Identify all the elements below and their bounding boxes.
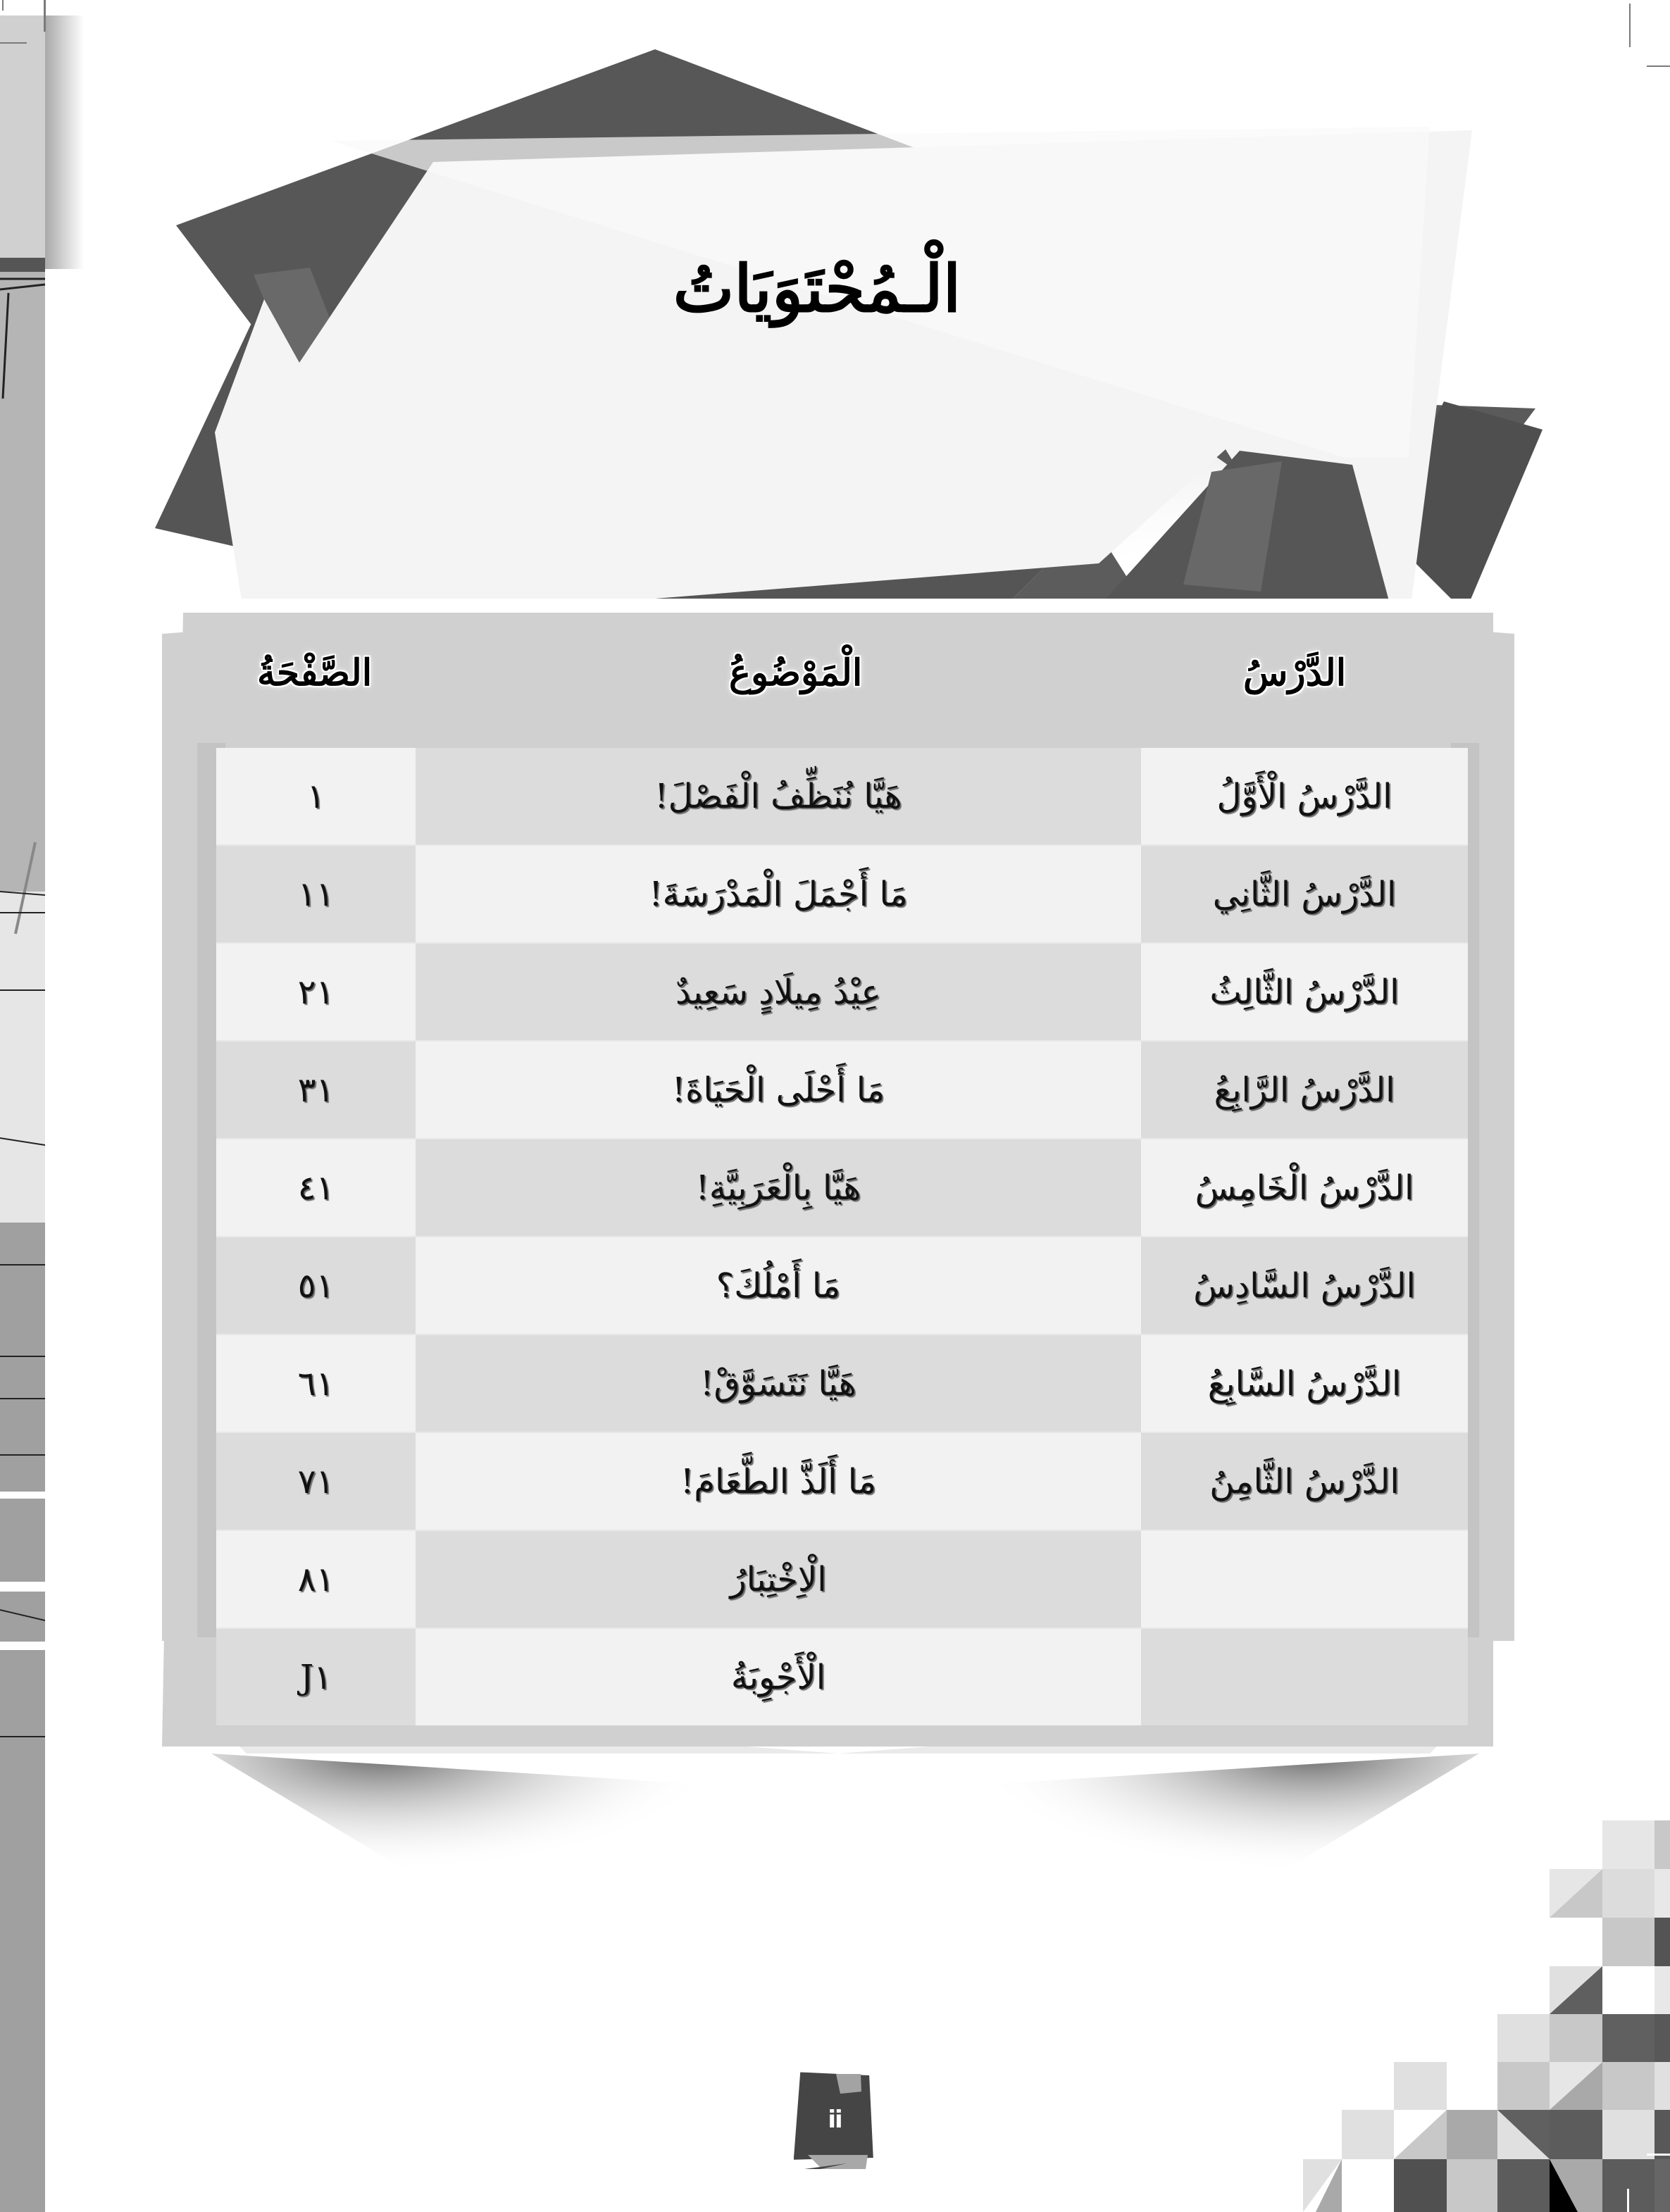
table-row[interactable] — [216, 748, 1468, 844]
table-bottom-shadow — [211, 1754, 1479, 1965]
table-row[interactable] — [216, 1334, 1468, 1432]
crop-mark — [0, 42, 27, 44]
crop-mark — [1629, 4, 1631, 47]
lesson-cell: الدَّرْسُ الثَّالِثُ — [1141, 944, 1468, 1040]
crop-mark — [2, 0, 4, 11]
left-page-shadow — [45, 15, 84, 269]
header-page: الصَّفْحَةُ — [257, 651, 373, 694]
crop-mark — [1647, 65, 1670, 67]
table-row[interactable] — [216, 1627, 1468, 1725]
page-number: ii — [828, 2106, 842, 2134]
decorative-mosaic — [1303, 1817, 1670, 2212]
lesson-cell — [1141, 1531, 1468, 1627]
table-row[interactable] — [216, 1040, 1468, 1138]
topic-cell: مَا أَحْلَى الْحَيَاةَ! — [416, 1042, 1141, 1138]
lesson-cell: الدَّرْسُ الثَّامِنُ — [1141, 1433, 1468, 1530]
page-cell: ٨١ — [216, 1531, 416, 1627]
page-cell: J١ — [216, 1629, 416, 1725]
page-cell: ٣١ — [216, 1042, 416, 1138]
page-cell: ٥١ — [216, 1237, 416, 1334]
lesson-cell: الدَّرْسُ الرَّابِعُ — [1141, 1042, 1468, 1138]
header-topic: الْمَوْضُوعُ — [729, 651, 863, 694]
page-title: الْـمُحْتَوَيَاتُ — [673, 251, 961, 327]
table-row[interactable] — [216, 1236, 1468, 1334]
lesson-cell: الدَّرْسُ السَّابِعُ — [1141, 1335, 1468, 1432]
page-cell: ٤١ — [216, 1139, 416, 1236]
topic-cell: هَيَّا نُنَظِّفُ الْفَصْلَ! — [416, 748, 1141, 844]
lesson-cell: الدَّرْسُ الْخَامِسُ — [1141, 1139, 1468, 1236]
topic-cell: الْاِخْتِبَارُ — [416, 1531, 1141, 1627]
topic-cell: عِيْدُ مِيلَادٍ سَعِيدٌ — [416, 944, 1141, 1040]
topic-cell: الْأَجْوِبَةُ — [416, 1629, 1141, 1725]
page-cell: ٦١ — [216, 1335, 416, 1432]
topic-cell: هَيَّا بِالْعَرَبِيَّةِ! — [416, 1139, 1141, 1236]
page-cell: ١١ — [216, 846, 416, 942]
lesson-cell: الدَّرْسُ السَّادِسُ — [1141, 1237, 1468, 1334]
table-row[interactable] — [216, 1138, 1468, 1236]
lesson-cell — [1141, 1629, 1468, 1725]
topic-cell: هَيَّا نَتَسَوَّقْ! — [416, 1335, 1141, 1432]
page-cell: ٢١ — [216, 944, 416, 1040]
lesson-cell: الدَّرْسُ الثَّانِي — [1141, 846, 1468, 942]
contents-table — [216, 748, 1468, 1725]
topic-cell: مَا أَمْلُكَ؟ — [416, 1237, 1141, 1334]
topic-cell: مَا أَلَذَّ الطَّعَامَ! — [416, 1433, 1141, 1530]
header-lesson: الدَّرْسُ — [1243, 651, 1347, 694]
page-cell: ٧١ — [216, 1433, 416, 1530]
table-row[interactable] — [216, 942, 1468, 1040]
page-cell: ١ — [216, 748, 416, 844]
crop-mark — [44, 0, 46, 32]
table-row[interactable] — [216, 844, 1468, 942]
table-row[interactable] — [216, 1432, 1468, 1530]
classroom-illustration-edge — [0, 258, 45, 2212]
topic-cell: مَا أَجْمَلَ الْمَدْرَسَةَ! — [416, 846, 1141, 942]
lesson-cell: الدَّرْسُ الْأَوَّلُ — [1141, 748, 1468, 844]
table-row[interactable] — [216, 1530, 1468, 1627]
